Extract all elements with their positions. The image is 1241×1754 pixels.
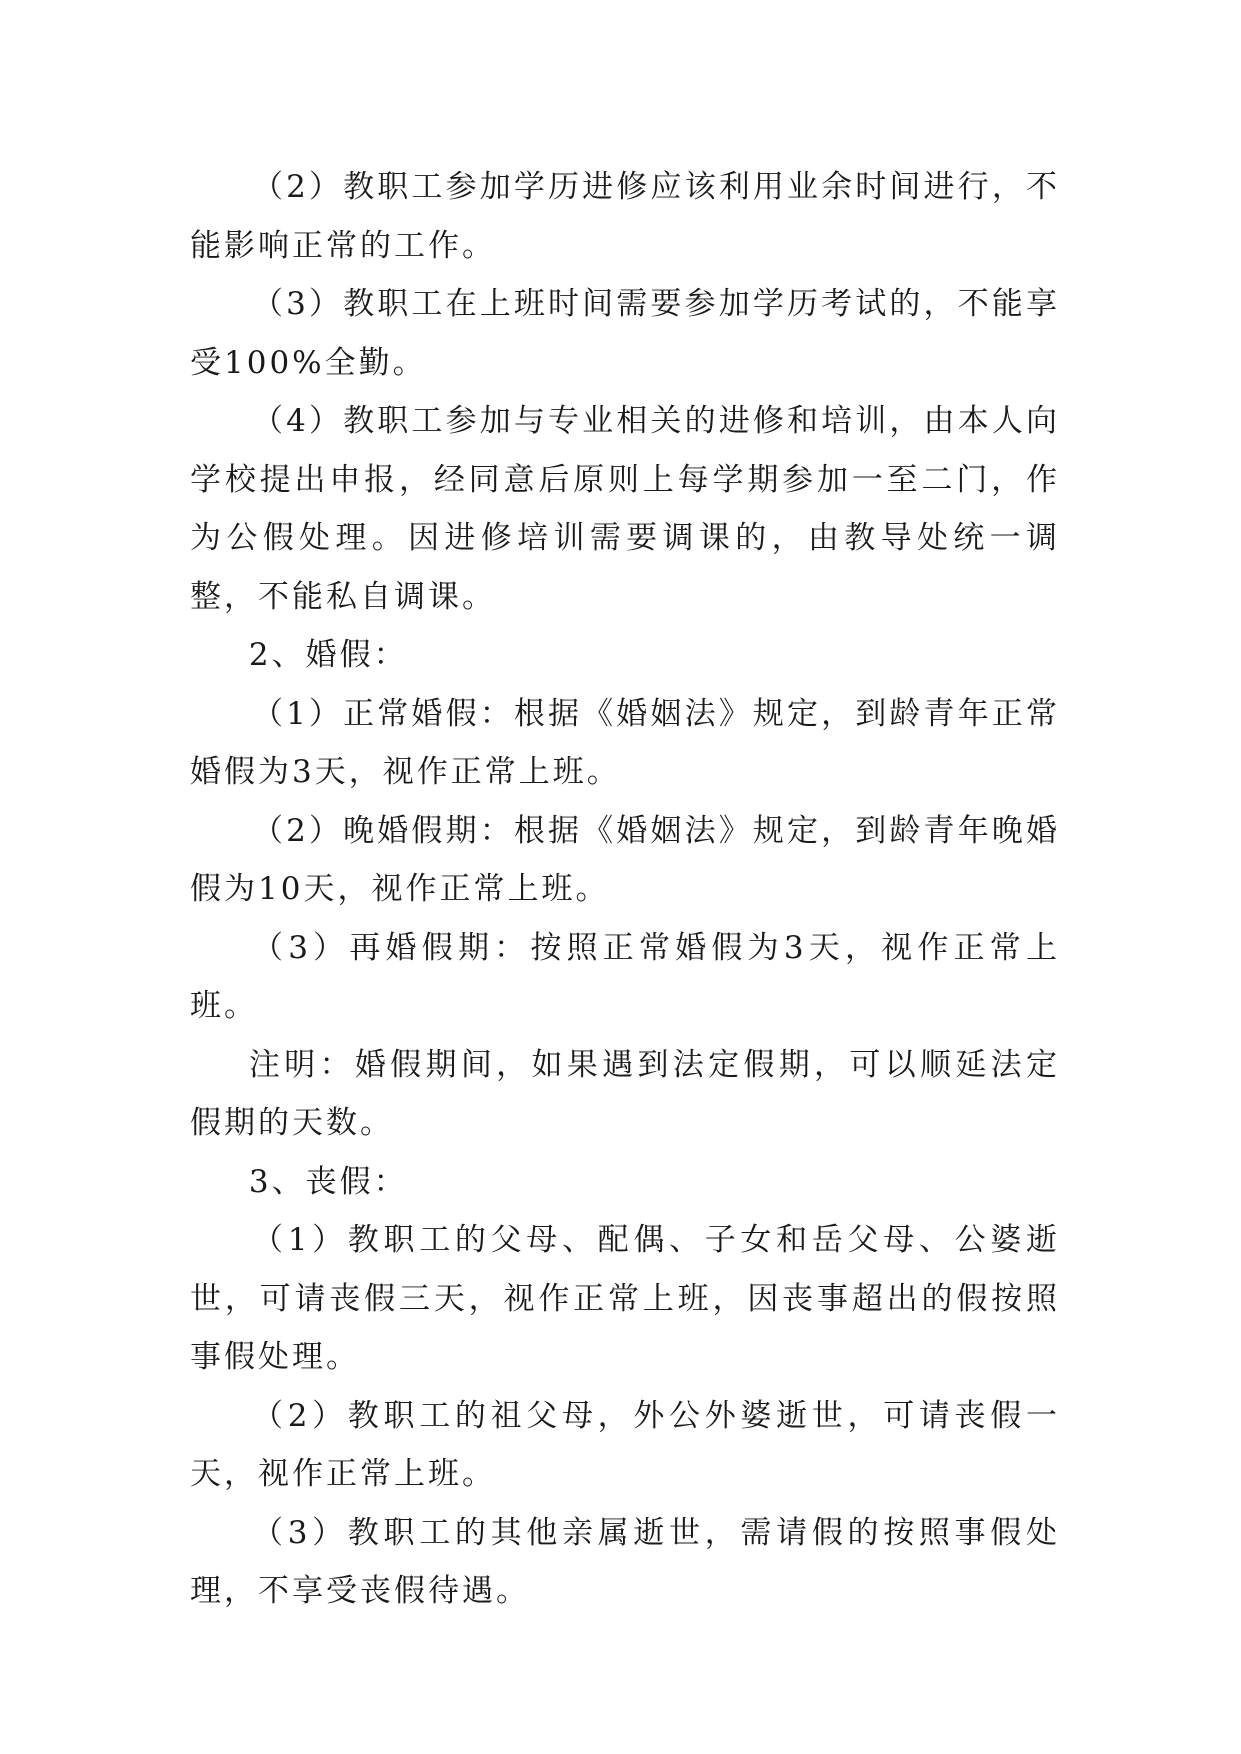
paragraph-immediate-family-funeral: （1）教职工的父母、配偶、子女和岳父母、公婆逝世，可请丧假三天，视作正常上班，因丧事超出的假按照事假处理。 [190,1222,1060,1375]
paragraph-normal-marriage-leave: （1）正常婚假：根据《婚姻法》规定，到龄青年正常婚假为3天，视作正常上班。 [190,695,1060,790]
document-body [190,158,1060,1621]
paragraph-late-marriage-leave: （2）晚婚假期：根据《婚姻法》规定，到龄青年晚婚假为10天，视作正常上班。 [190,812,1060,907]
paragraph-exam-attendance: （3）教职工在上班时间需要参加学历考试的，不能享受100%全勤。 [190,286,1060,381]
paragraph-marriage-note: 注明：婚假期间，如果遇到法定假期，可以顺延法定假期的天数。 [190,1046,1060,1141]
paragraph-training-leave: （4）教职工参加与专业相关的进修和培训，由本人向学校提出申报，经同意后原则上每学期参加一至二门，作为公假处理。因进修培训需要调课的，由教导处统一调整，不能私自调课。 [190,403,1060,615]
paragraph-grandparents-funeral: （2）教职工的祖父母，外公外婆逝世，可请丧假一天，视作正常上班。 [190,1397,1060,1492]
section-heading-funeral-leave: 3、丧假： [248,1163,408,1200]
section-heading-marriage-leave: 2、婚假： [248,637,408,673]
paragraph-other-relatives-funeral: （3）教职工的其他亲属逝世，需请假的按照事假处理，不享受丧假待遇。 [190,1514,1060,1609]
paragraph-study-leisure-time: （2）教职工参加学历进修应该利用业余时间进行，不能影响正常的工作。 [190,169,1060,264]
paragraph-remarriage-leave: （3）再婚假期：按照正常婚假为3天，视作正常上班。 [190,929,1060,1024]
